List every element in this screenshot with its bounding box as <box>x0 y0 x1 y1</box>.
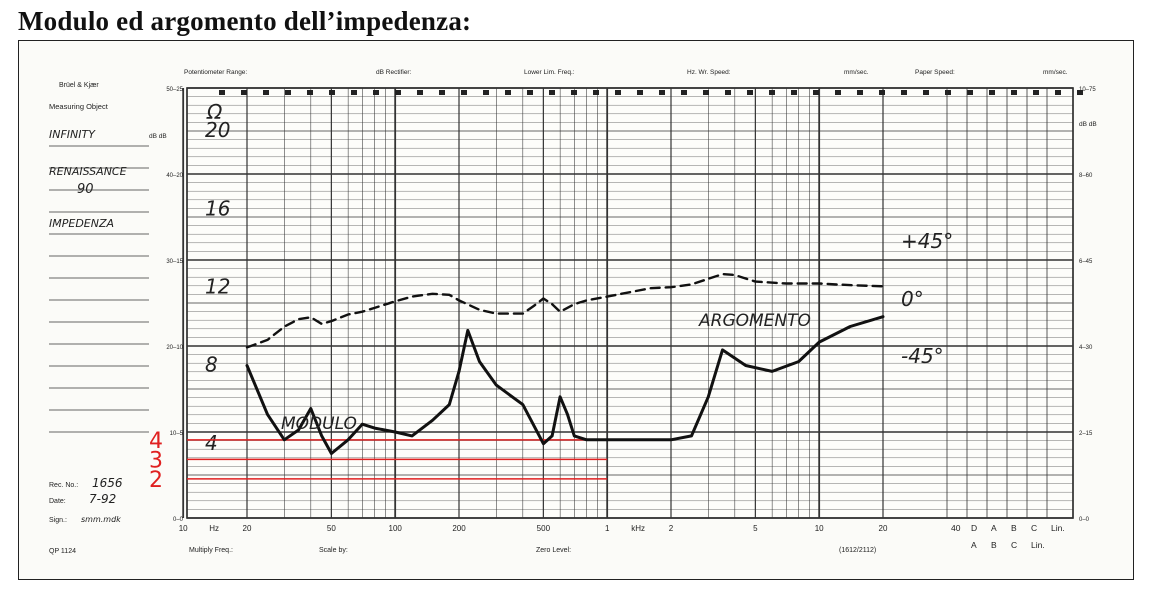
date-value: 7-92 <box>89 492 117 506</box>
x-tick-label: 1 <box>604 524 610 533</box>
header-field-label: mm/sec. <box>1043 69 1068 76</box>
right-column-letter: C <box>1031 523 1038 533</box>
header-field-label: Potentiometer Range: <box>184 69 248 76</box>
perforation-mark <box>615 90 621 95</box>
header-field-label: Hz. Wr. Speed: <box>687 69 731 76</box>
x-tick-label: 500 <box>536 524 551 533</box>
perforation-mark <box>769 90 775 95</box>
measuring-object-line: 90 <box>77 182 94 197</box>
perforation-mark <box>219 90 225 95</box>
perforation-mark <box>967 90 973 95</box>
red-reference-mark: 3 <box>149 448 163 474</box>
perforation-mark <box>593 90 599 95</box>
rec-no-label: Rec. No.: <box>49 482 79 489</box>
perforation-mark <box>351 90 357 95</box>
ohm-symbol: Ω <box>207 100 223 124</box>
y-left-printed-tick: 40–20 <box>166 173 183 179</box>
perforation-mark <box>417 90 423 95</box>
phase-minus45-label: -45° <box>901 344 944 368</box>
perforation-mark <box>329 90 335 95</box>
measuring-object-label: Measuring Object <box>49 102 108 111</box>
y-left-handwritten-tick: 8 <box>205 352 218 377</box>
header-field-label: Paper Speed: <box>915 69 955 76</box>
perforation-mark <box>285 90 291 95</box>
perforation-mark <box>549 90 555 95</box>
header-field-label: mm/sec. <box>844 69 869 76</box>
header-field-label: Lower Lim. Freq.: <box>524 69 575 76</box>
perforation-mark <box>483 90 489 95</box>
perforation-mark <box>395 90 401 95</box>
right-column-letter: B <box>991 540 997 550</box>
right-column-letter: 40 <box>951 523 961 533</box>
perforation-mark <box>747 90 753 95</box>
perforation-mark <box>835 90 841 95</box>
perforation-mark <box>923 90 929 95</box>
perforation-mark <box>439 90 445 95</box>
perforation-mark <box>571 90 577 95</box>
page-title: Modulo ed argomento dell’impedenza: <box>18 6 472 36</box>
perforation-mark <box>703 90 709 95</box>
y-left-handwritten-tick: 16 <box>205 196 231 221</box>
y-left-handwritten-tick: 20 <box>205 118 231 143</box>
perforation-mark <box>637 90 643 95</box>
y-right-printed-tick: 10–75 <box>1079 87 1096 93</box>
chart-sheet <box>18 40 1134 580</box>
y-right-printed-tick: 2–15 <box>1079 431 1093 437</box>
measuring-object-line: INFINITY <box>49 128 95 141</box>
red-reference-mark: 2 <box>149 467 163 493</box>
x-tick-label: 200 <box>452 524 466 533</box>
perforation-mark <box>901 90 907 95</box>
sign-value: smm.mdk <box>81 515 121 524</box>
perforation-mark <box>791 90 797 95</box>
perforation-mark <box>989 90 995 95</box>
y-right-printed-tick: 6–45 <box>1079 259 1093 265</box>
x-tick-label: 20 <box>878 524 888 533</box>
perforation-mark <box>659 90 665 95</box>
y-left-handwritten-tick: 12 <box>205 274 231 299</box>
impedance-chart <box>19 41 1135 581</box>
phase-zero-label: 0° <box>901 287 924 311</box>
x-unit-label: kHz <box>631 524 646 533</box>
x-tick-label: 20 <box>242 524 252 533</box>
y-left-printed-tick: 0–0 <box>172 517 183 523</box>
x-tick-label: 50 <box>326 524 336 533</box>
x-tick-label: 5 <box>753 524 758 533</box>
x-tick-label: 100 <box>388 524 402 533</box>
y-left-printed-tick: 20–10 <box>166 345 183 351</box>
right-column-letter: Lin. <box>1051 523 1065 533</box>
form-code: QP 1124 <box>49 548 76 555</box>
x-tick-label: 10 <box>178 524 188 533</box>
perforation-mark <box>681 90 687 95</box>
perforation-mark <box>373 90 379 95</box>
right-column-letter: D <box>971 523 978 533</box>
perforation-mark <box>879 90 885 95</box>
perforation-mark <box>725 90 731 95</box>
y-right-printed-tick: 4–30 <box>1079 345 1093 351</box>
argomento-label: ARGOMENTO <box>699 311 811 331</box>
perforation-mark <box>1011 90 1017 95</box>
header-field-label: dB Rectifier: <box>376 69 412 76</box>
date-label: Date: <box>49 498 66 505</box>
perforation-mark <box>461 90 467 95</box>
footer-field-label: (1612/2112) <box>839 547 877 554</box>
measuring-object-line: IMPEDENZA <box>49 217 115 230</box>
right-column-letter: Lin. <box>1031 540 1045 550</box>
right-column-letter: A <box>991 523 997 533</box>
red-reference-mark: 4 <box>149 428 163 454</box>
footer-field-label: Zero Level: <box>536 547 572 554</box>
right-column-letter: A <box>971 540 977 550</box>
x-tick-labels <box>179 524 888 533</box>
phase-plus45-label: +45° <box>901 229 954 253</box>
footer-field-label: Scale by: <box>319 547 348 554</box>
modulo-label: MODULO <box>281 414 357 434</box>
measuring-object-line: RENAISSANCE <box>49 165 127 178</box>
perforation-mark <box>527 90 533 95</box>
perforation-mark <box>505 90 511 95</box>
rec-no-value: 1656 <box>92 476 123 490</box>
right-column-letter: B <box>1011 523 1017 533</box>
y-left-printed-tick: 50–25 <box>166 87 183 93</box>
perforation-mark <box>307 90 313 95</box>
perforation-mark <box>241 90 247 95</box>
y-left-printed-tick: 30–15 <box>166 259 183 265</box>
x-unit-label: Hz <box>209 524 220 533</box>
y-right-printed-tick: 8–60 <box>1079 173 1093 179</box>
y-right-unit: dB dB <box>1079 121 1097 128</box>
footer-field-label: Multiply Freq.: <box>189 547 233 554</box>
x-tick-label: 10 <box>814 524 824 533</box>
y-left-printed-tick: 10–5 <box>169 431 183 437</box>
perforation-mark <box>945 90 951 95</box>
x-tick-label: 2 <box>668 524 674 533</box>
chart-grid <box>183 88 1083 518</box>
perforation-mark <box>1055 90 1061 95</box>
sign-label: Sign.: <box>49 517 67 524</box>
y-left-unit: dB dB <box>149 133 167 140</box>
perforation-mark <box>1033 90 1039 95</box>
y-right-printed-tick: 0–0 <box>1079 517 1090 523</box>
right-column-letter: C <box>1011 540 1018 550</box>
y-left-handwritten-tick: 4 <box>205 430 218 455</box>
brand-label: Brüel & Kjær <box>59 82 99 89</box>
perforation-mark <box>813 90 819 95</box>
perforation-mark <box>857 90 863 95</box>
perforation-mark <box>263 90 269 95</box>
